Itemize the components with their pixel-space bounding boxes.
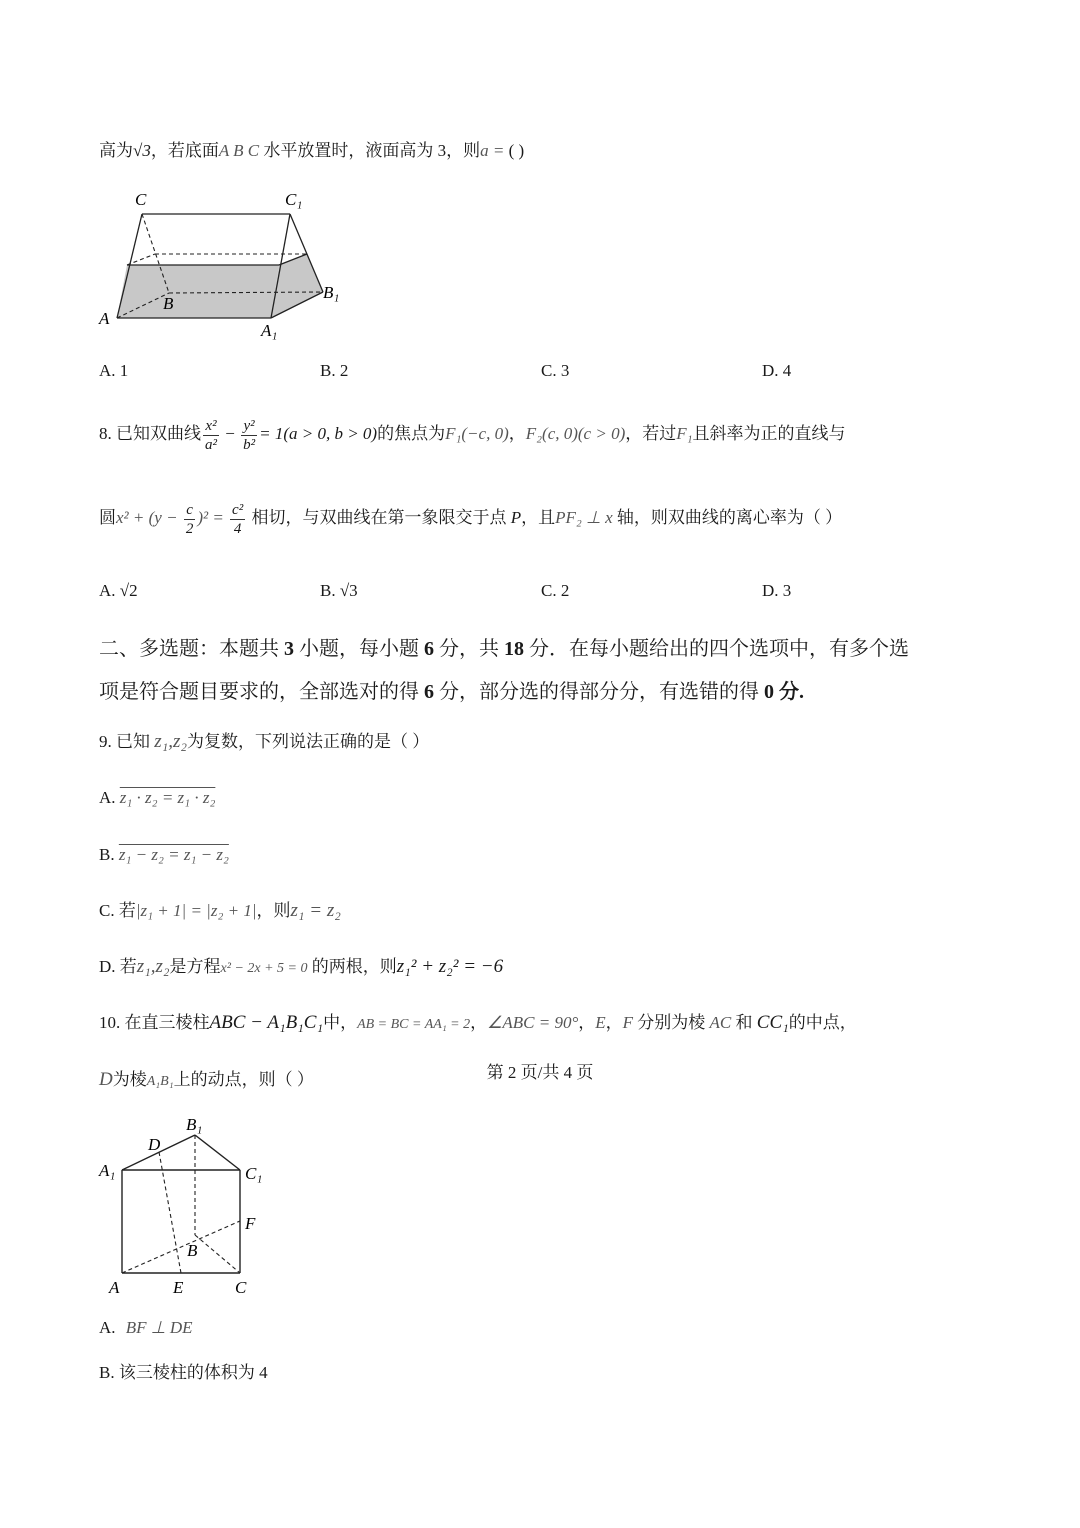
q9-text: 的两根，则 xyxy=(307,957,397,976)
q8-number: 8. 已知双曲线 xyxy=(99,424,201,443)
q8-minus: − xyxy=(221,424,240,443)
q9-option-b[interactable] xyxy=(99,843,229,867)
q8-text: 相切，与双曲线在第一象限交于点 xyxy=(247,508,511,527)
q8-point-p: P xyxy=(510,508,522,527)
q9-option-d-z: z₁,z₂ xyxy=(136,956,170,977)
q8-frac-c24 xyxy=(230,501,245,538)
q10-hidden-edge xyxy=(195,1235,240,1273)
q7-abc: A B C xyxy=(218,141,260,160)
section2-zero: 0 xyxy=(764,681,774,703)
q10-figure xyxy=(95,1108,275,1298)
q10-text: ， xyxy=(578,1013,596,1032)
q7-liquid-side xyxy=(271,254,323,318)
q10-e: E xyxy=(595,1013,606,1032)
q10-option-a-math: BF ⊥ DE xyxy=(125,1318,193,1337)
q10-text: 和 xyxy=(731,1013,757,1032)
q7-figure xyxy=(95,185,345,340)
q8-option-b[interactable]: B. √3 xyxy=(320,581,358,600)
q9-option-d-result: z₁² + z₂² = −6 xyxy=(396,956,504,977)
q10-label-d: D xyxy=(148,1135,161,1154)
q8-circle-sq: )² = xyxy=(197,508,229,527)
q8-text: ，若过 xyxy=(625,424,677,443)
q9-option-a-math: z₁ · z₂ = z₁ · z₂ xyxy=(119,788,216,807)
q10-hidden-edge xyxy=(122,1221,240,1273)
q9-option-c[interactable] xyxy=(99,899,341,923)
q10-label-b1: B₁ xyxy=(186,1115,203,1134)
q8-frac-num: c² xyxy=(232,501,244,518)
q10-label-c1: C₁ xyxy=(245,1164,263,1183)
q10-stem-line1 xyxy=(99,1011,857,1037)
q8-frac-den: 2 xyxy=(185,520,194,537)
q9-text: 是方程 xyxy=(169,957,221,976)
q7-option-a[interactable]: A. 1 xyxy=(99,361,129,380)
q10-a1b1: A₁B₁ xyxy=(146,1074,174,1089)
q9-number: 9. 已知 xyxy=(99,732,155,751)
q8-f1: F₁(−c, 0) xyxy=(445,424,509,443)
q8-frac-num: c xyxy=(184,501,196,520)
q7-stem xyxy=(99,139,524,163)
section2-text: 分，部分选的得部分分，有选错的得 xyxy=(434,681,764,703)
q10-text: 的中点， xyxy=(788,1013,857,1032)
q10-label-f: F xyxy=(245,1214,256,1233)
q7-text: 高为 xyxy=(99,141,133,160)
q8-text: 且斜率为正的直线与 xyxy=(692,424,846,443)
section2-line2 xyxy=(99,672,804,712)
q7-a-eq: a = xyxy=(480,141,505,160)
q10-label-a1: A₁ xyxy=(99,1161,116,1180)
q9-option-d-eq: x² − 2x + 5 = 0 xyxy=(220,961,308,976)
q8-eq-cond: = 1(a > 0, b > 0) xyxy=(259,424,378,443)
q9-option-a[interactable] xyxy=(99,786,215,810)
section2-text: 分，共 xyxy=(434,638,504,660)
q8-option-d[interactable]: D. 3 xyxy=(762,581,792,600)
q10-label-b: B xyxy=(187,1241,198,1260)
q7-option-b[interactable]: B. 2 xyxy=(320,361,349,380)
q10-option-label: A. xyxy=(99,1318,116,1337)
q10-label-a: A xyxy=(109,1278,120,1297)
q10-text: ， xyxy=(470,1013,488,1032)
q10-text: ， xyxy=(605,1013,623,1032)
section2-points: 6 xyxy=(424,638,434,660)
q10-label-e: E xyxy=(173,1278,184,1297)
q7-label-a1: A₁ xyxy=(261,321,278,340)
q10-option-b[interactable]: B. 该三棱柱的体积为 4 xyxy=(99,1363,268,1382)
q7-label-c: C xyxy=(135,190,147,209)
section2-count: 3 xyxy=(284,638,294,660)
q7-label-b: B xyxy=(163,294,174,313)
q10-text: 为棱 xyxy=(112,1070,147,1089)
q10-option-a[interactable] xyxy=(99,1316,193,1340)
q9-text: 为复数，下列说法正确的是（ ） xyxy=(187,732,430,751)
q8-frac-c2 xyxy=(184,501,196,538)
q10-edge xyxy=(195,1135,240,1170)
q10-prism: ABC − A₁B₁C₁ xyxy=(209,1012,324,1033)
q7-label-b1: B₁ xyxy=(323,283,340,302)
q8-f1-short: F₁ xyxy=(676,424,693,443)
q8-f2: F₂(c, 0)(c > 0) xyxy=(525,424,626,443)
q10-text: 分别为棱 xyxy=(633,1013,710,1032)
section2-total: 18 xyxy=(504,638,524,660)
q9-option-d[interactable] xyxy=(99,955,503,981)
q10-d: D xyxy=(99,1069,113,1090)
q9-option-label: D. 若 xyxy=(99,957,137,976)
q8-text: 的焦点为 xyxy=(377,424,446,443)
q9-option-c-result: z₁ = z₂ xyxy=(290,900,341,921)
section2-full: 6 xyxy=(424,681,434,703)
q8-frac-y xyxy=(241,417,257,454)
q8-frac-x xyxy=(203,417,219,454)
q10-cond1: AB = BC = AA₁ = 2 xyxy=(357,1017,471,1032)
q7-paren: ( ) xyxy=(504,141,525,160)
q7-liquid-front xyxy=(117,265,279,318)
section2-line1 xyxy=(99,629,909,669)
q9-option-label: A. xyxy=(99,788,116,807)
q8-option-a[interactable]: A. √2 xyxy=(99,581,138,600)
q8-circle-paren: (y − xyxy=(148,508,182,527)
q7-sqrt3: √3 xyxy=(133,141,151,160)
q9-option-b-math: z₁ − z₂ = z₁ − z₂ xyxy=(118,845,229,864)
q7-option-d[interactable]: D. 4 xyxy=(762,361,792,380)
section2-text: 项是符合题目要求的，全部选对的得 xyxy=(99,681,424,703)
q8-text: 圆 xyxy=(99,508,116,527)
q10-text: 上的动点，则（ ） xyxy=(173,1070,314,1089)
q9-z12: z₁,z₂ xyxy=(154,731,187,752)
q8-circle-x: x² + xyxy=(116,508,149,527)
q8-frac-den: b² xyxy=(243,436,256,453)
q10-number: 10. 在直三棱柱 xyxy=(99,1013,210,1032)
section2-text: 分. xyxy=(774,681,804,703)
q10-label-c: C xyxy=(235,1278,247,1297)
q9-stem xyxy=(99,730,429,754)
q8-text: ，且 xyxy=(521,508,556,527)
page-footer: 第 2 页/共 4 页 xyxy=(486,1063,594,1082)
q8-pf2: PF₂ ⊥ x xyxy=(555,508,613,527)
q10-cc1: CC₁ xyxy=(756,1012,789,1033)
q7-text: 水平放置时，液面高为 3，则 xyxy=(259,141,481,160)
q8-frac-num: y² xyxy=(241,417,257,436)
q8-text: 轴，则双曲线的离心率为（ ） xyxy=(612,508,843,527)
q7-text: ，若底面 xyxy=(150,141,219,160)
q8-frac-num: x² xyxy=(203,417,219,436)
q9-option-label: B. xyxy=(99,845,115,864)
q7-label-c1: C₁ xyxy=(285,190,303,209)
section2-text: 小题，每小题 xyxy=(294,638,424,660)
q10-cond2: ∠ABC = 90° xyxy=(487,1013,579,1032)
q8-stem-line1 xyxy=(99,412,846,456)
q7-label-a: A xyxy=(99,309,110,328)
q8-frac-den: 4 xyxy=(233,520,242,537)
q8-frac-den: a² xyxy=(205,436,217,453)
q8-text: ， xyxy=(508,424,526,443)
q9-text: ，则 xyxy=(256,901,291,920)
q10-ac: AC xyxy=(709,1013,732,1032)
section2-text: 分．在每小题给出的四个选项中，有多个选 xyxy=(524,638,909,660)
q10-text: 中， xyxy=(323,1013,358,1032)
q8-stem-line2 xyxy=(99,496,842,540)
q9-option-label: C. 若 xyxy=(99,901,136,920)
section2-text: 二、多选题：本题共 xyxy=(99,638,284,660)
q10-f: F xyxy=(622,1013,634,1032)
q7-option-c[interactable]: C. 3 xyxy=(541,361,570,380)
q9-option-c-math: |z₁ + 1| = |z₂ + 1| xyxy=(135,901,257,920)
q8-option-c[interactable]: C. 2 xyxy=(541,581,570,600)
